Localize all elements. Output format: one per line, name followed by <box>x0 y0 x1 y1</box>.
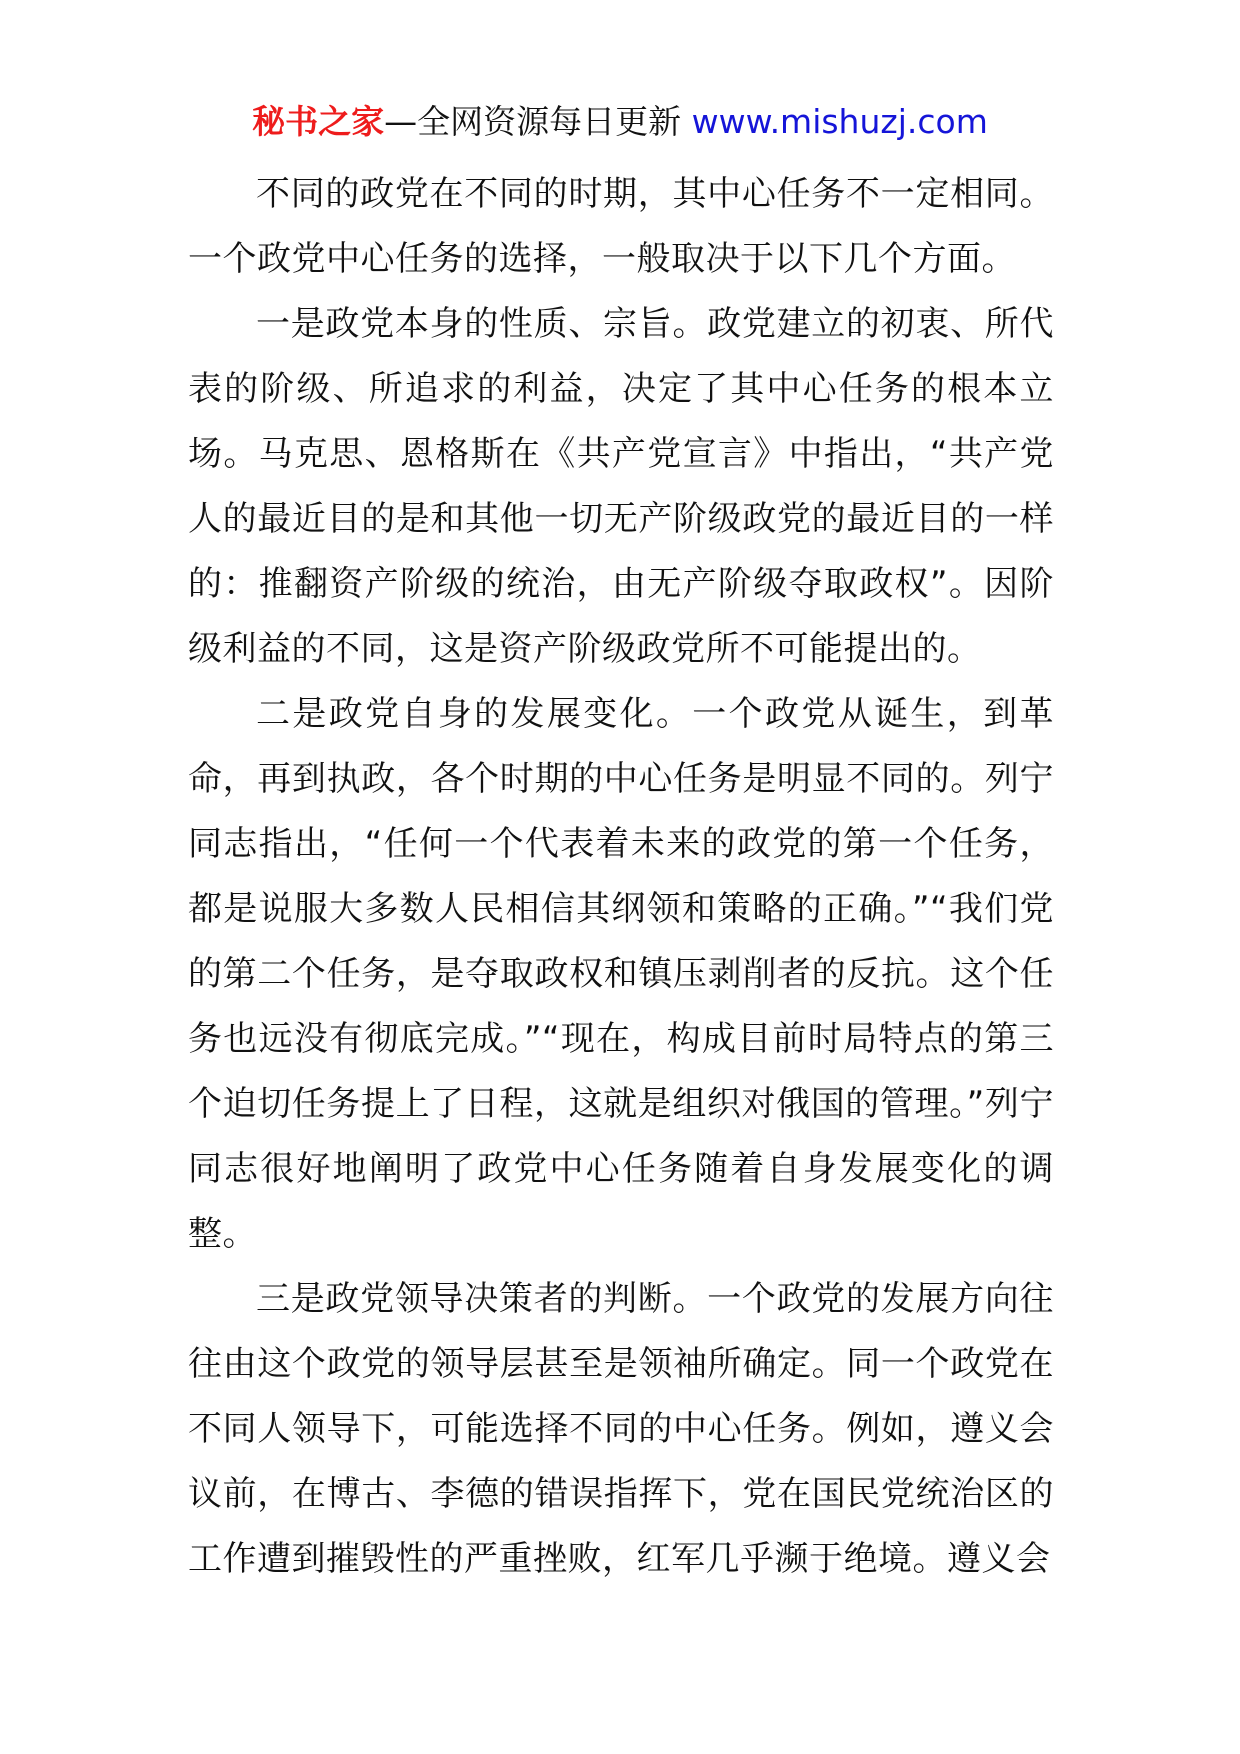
document-body <box>188 162 1054 1592</box>
brand-name: 秘书之家 <box>252 102 385 141</box>
paragraph-intro: 不同的政党在不同的时期，其中心任务不一定相同。一个政党中心任务的选择，一般取决于以下几个方面。 <box>188 174 1054 279</box>
header-tagline: —全网资源每日更新 <box>384 102 682 141</box>
paragraph-point-one: 一是政党本身的性质、宗旨。政党建立的初衷、所代表的阶级、所追求的利益，决定了其中心任务的根本立场。马克思、恩格斯在《共产党宣言》中指出，“共产党人的最近目的是和其他一切无产阶级政党的最近目的一样的：推翻资产阶级的统治，由无产阶级夺取政权”。因阶级利益的不同，这是资产阶级政党所不可能提出的。 <box>188 304 1054 669</box>
site-url-link[interactable]: www.mishuzj.com <box>691 102 988 141</box>
paragraph-point-three: 三是政党领导决策者的判断。一个政党的发展方向往往由这个政党的领导层甚至是领袖所确定。同一个政党在不同人领导下，可能选择不同的中心任务。例如，遵义会议前，在博古、李德的错误指挥下，党在国民党统治区的工作遭到摧毁性的严重挫败，红军几乎濒于绝境。遵义会 <box>188 1279 1054 1579</box>
paragraph-point-two: 二是政党自身的发展变化。一个政党从诞生，到革命，再到执政，各个时期的中心任务是明显不同的。列宁同志指出，“任何一个代表着未来的政党的第一个任务，都是说服大多数人民相信其纲领和策略的正确。”“我们党的第二个任务，是夺取政权和镇压剥削者的反抗。这个任务也远没有彻底完成。”“现在，构成目前时局特点的第三个迫切任务提上了日程，这就是组织对俄国的管理。”列宁同志很好地阐明了政党中心任务随着自身发展变化的调整。 <box>188 694 1054 1254</box>
site-header <box>0 100 1240 144</box>
